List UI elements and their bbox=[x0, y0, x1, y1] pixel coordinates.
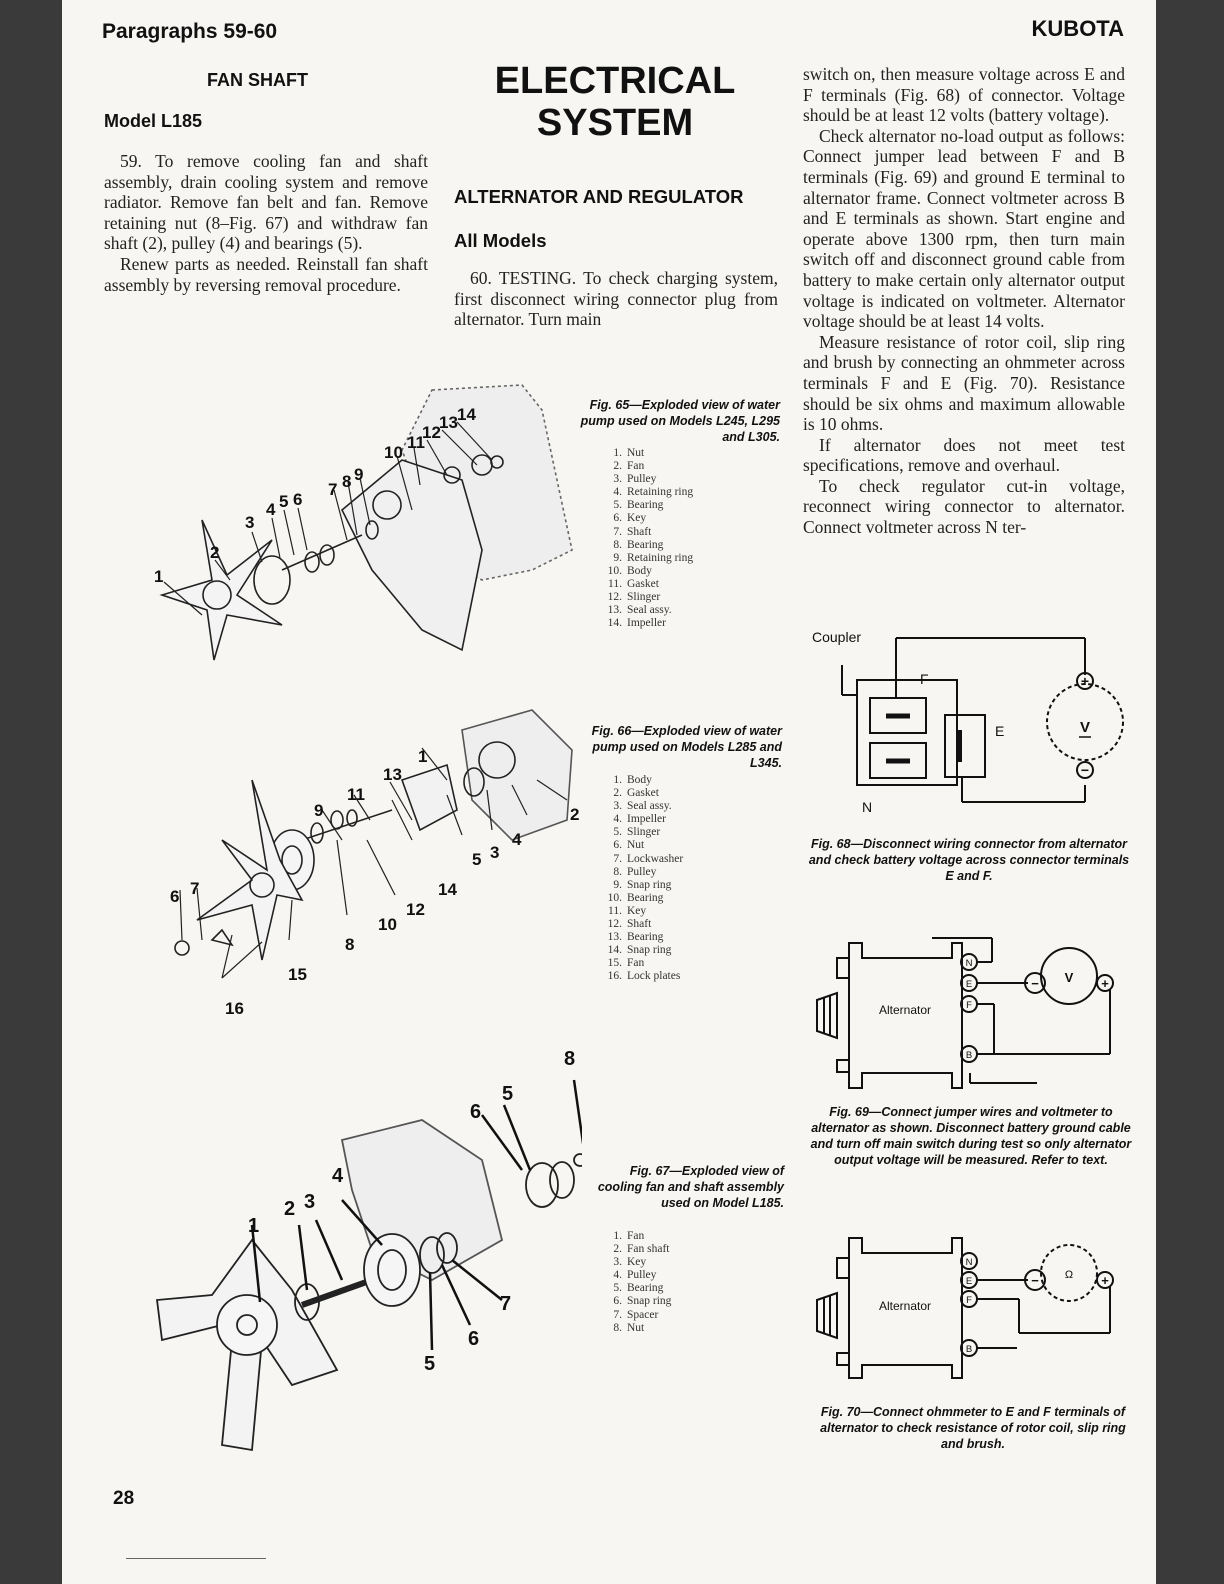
fig66-item: 16. Lock plates bbox=[607, 970, 681, 983]
fig67-item: 8. Nut bbox=[613, 1321, 645, 1334]
fig67-label-5-upper: 5 bbox=[502, 1083, 514, 1105]
fig70-minus: − bbox=[1031, 1273, 1039, 1288]
fig65-label-2: 2 bbox=[210, 543, 220, 562]
fig67-caption: Fig. 67—Exploded view of cooling fan and shaft assembly used on Model L185. bbox=[597, 1164, 784, 1210]
fig69-plus: + bbox=[1101, 976, 1109, 991]
fig65-item: 6. Key bbox=[613, 512, 647, 525]
manual-page bbox=[62, 0, 1156, 1584]
fig70-alternator-label: Alternator bbox=[878, 1299, 932, 1313]
fig66-label-10: 10 bbox=[378, 915, 397, 934]
fig66-item: 11. Key bbox=[608, 904, 647, 917]
fig70-n-terminal: N bbox=[965, 1257, 973, 1268]
fig67-label-6-lower: 6 bbox=[468, 1328, 480, 1350]
fig66-item: 3. Seal assy. bbox=[613, 800, 672, 813]
model-heading: Model L185 bbox=[104, 111, 203, 131]
fig66-item: 9. Snap ring bbox=[613, 878, 672, 891]
fig66-label-11: 11 bbox=[347, 785, 365, 804]
fig66-item: 12. Shaft bbox=[607, 918, 652, 931]
fig67-label-7: 7 bbox=[500, 1293, 512, 1315]
fig65-item: 2. Fan bbox=[613, 460, 645, 473]
fig69-e-terminal: E bbox=[965, 979, 973, 990]
fig69-minus: − bbox=[1031, 976, 1039, 991]
fig65-label-4: 4 bbox=[266, 500, 276, 519]
fig69-caption: Fig. 69—Connect jumper wires and voltmeter to alternator as shown. Disconnect battery ground cable and turn off main switch during test so only alternator output voltage will be measured. Refer to text. bbox=[810, 1105, 1132, 1167]
para-regulator: To check regulator cut-in voltage, reconnect wiring connector to alternator. Connect voltmeter across N ter- bbox=[803, 475, 1125, 538]
title-line-2: SYSTEM bbox=[536, 102, 694, 144]
paragraph-59-renew: Renew parts as needed. Reinstall fan shaft assembly by reversing removal procedure. bbox=[104, 253, 428, 295]
fig65-item: 10. Body bbox=[607, 564, 652, 577]
fig65-item: 4. Retaining ring bbox=[613, 486, 694, 499]
fig65-label-10: 10 bbox=[384, 443, 403, 462]
fig65-item: 5. Bearing bbox=[613, 499, 664, 512]
fig65-label-1: 1 bbox=[154, 567, 164, 586]
fig66-caption: Fig. 66—Exploded view of water pump used on Models L285 and L345. bbox=[591, 724, 782, 770]
fig65-label-12: 12 bbox=[422, 423, 441, 442]
fig65-item: 14. Impeller bbox=[607, 617, 666, 630]
fig68-e-label: E bbox=[995, 723, 1005, 739]
para-e-f: switch on, then measure voltage across E and F terminals (Fig. 68) of connector. Voltage should be at least 12 volts (battery voltage). bbox=[803, 64, 1125, 126]
fig68-plus: + bbox=[1080, 673, 1090, 689]
fig65-label-11: 11 bbox=[407, 433, 425, 452]
fig69-alternator-label: Alternator bbox=[878, 1003, 932, 1017]
fig67-label-4: 4 bbox=[332, 1165, 344, 1187]
testing-text bbox=[454, 268, 778, 330]
fig67-label-2: 2 bbox=[284, 1198, 296, 1220]
fig65-item: 7. Shaft bbox=[613, 525, 652, 538]
fig68-coupler-label: Coupler bbox=[812, 629, 862, 645]
fig66-label-8: 8 bbox=[345, 935, 355, 954]
page-number: 28 bbox=[113, 1488, 135, 1509]
paragraph-59: 59. To remove cooling fan and shaft assembly, drain cooling system and remove radiator. Remove fan belt and fan. Remove retaining nut (8–Fig. 67) and withdraw fan shaft (2), pulley (4) and bearings (5). bbox=[104, 151, 428, 254]
fig70-caption: Fig. 70—Connect ohmmeter to E and F terminals of alternator to check resistance of rotor coil, slip ring and brush. bbox=[820, 1405, 1126, 1451]
fig65-label-14: 14 bbox=[457, 405, 476, 424]
fig65-label-8: 8 bbox=[342, 472, 352, 491]
fig66-item: 1. Body bbox=[613, 774, 652, 786]
fig67-item: 4. Pulley bbox=[613, 1269, 657, 1282]
fig65-item: 8. Bearing bbox=[613, 538, 664, 551]
fig65-item: 3. Pulley bbox=[613, 473, 657, 486]
fig66-label-7: 7 bbox=[190, 879, 200, 898]
fig66-item: 5. Slinger bbox=[613, 826, 661, 839]
fig69-meter-label: V bbox=[1064, 970, 1074, 985]
fig67-label-5-lower: 5 bbox=[424, 1353, 436, 1375]
fig68-minus: − bbox=[1080, 762, 1090, 778]
fig66-label-14: 14 bbox=[438, 880, 457, 899]
fig68-caption: Fig. 68—Disconnect wiring connector from alternator and check battery voltage across connector terminals E and F. bbox=[808, 837, 1130, 883]
fig67-label-8: 8 bbox=[564, 1048, 576, 1070]
fig65-label-7: 7 bbox=[328, 480, 338, 499]
fig65-label-13: 13 bbox=[439, 413, 458, 432]
fig65-item: 1. Nut bbox=[613, 447, 645, 459]
fig67-label-6-upper: 6 bbox=[470, 1101, 482, 1123]
fig66-label-5: 5 bbox=[472, 850, 482, 869]
fig65-label-5: 5 bbox=[279, 492, 289, 511]
fig68-n-label: N bbox=[862, 799, 873, 815]
page-header-right: KUBOTA bbox=[1031, 16, 1124, 41]
fig69-f-terminal: F bbox=[966, 1000, 972, 1011]
fig69-b-terminal: B bbox=[965, 1050, 973, 1061]
fig65-item: 12. Slinger bbox=[607, 591, 661, 604]
fig67-item: 6. Snap ring bbox=[613, 1295, 672, 1308]
fig66-item: 14. Snap ring bbox=[607, 944, 672, 957]
fig68-diagram bbox=[802, 620, 1142, 830]
fig66-label-4: 4 bbox=[512, 830, 522, 849]
fig70-plus: + bbox=[1101, 1273, 1109, 1288]
fig67-legend bbox=[602, 1230, 671, 1335]
fig66-label-13: 13 bbox=[383, 765, 402, 784]
fig67-item: 5. Bearing bbox=[613, 1282, 664, 1295]
fig66-item: 8. Pulley bbox=[613, 865, 657, 878]
paragraph-60: 60. TESTING. To check charging system, first disconnect wiring connector plug from alternator. Turn main bbox=[454, 268, 778, 330]
fig70-diagram bbox=[802, 1228, 1142, 1398]
fig65-item: 11. Gasket bbox=[608, 577, 659, 590]
fig66-label-15: 15 bbox=[288, 965, 307, 984]
fig70-f-terminal: F bbox=[966, 1295, 972, 1306]
fig66-label-2: 2 bbox=[570, 805, 580, 824]
fig65-item: 9. Retaining ring bbox=[613, 551, 694, 564]
para-overhaul: If alternator does not meet test specifications, remove and overhaul. bbox=[803, 434, 1125, 476]
fig66-label-1: 1 bbox=[418, 747, 428, 766]
fig66-item: 7. Lockwasher bbox=[613, 852, 684, 865]
alternator-regulator-heading: ALTERNATOR AND REGULATOR bbox=[454, 186, 744, 207]
fig67-label-3: 3 bbox=[304, 1191, 316, 1213]
fan-shaft-text bbox=[104, 151, 428, 295]
electrical-system-title bbox=[452, 60, 778, 144]
fig67-item: 2. Fan shaft bbox=[613, 1243, 670, 1256]
fig69-n-terminal: N bbox=[965, 958, 973, 969]
fig66-label-12: 12 bbox=[406, 900, 425, 919]
all-models-heading: All Models bbox=[454, 230, 547, 251]
fig68-f-label: F bbox=[920, 671, 929, 687]
fig67-illustration bbox=[102, 1040, 582, 1460]
fig70-e-terminal: E bbox=[965, 1276, 973, 1287]
fig65-illustration bbox=[102, 370, 582, 670]
fig66-item: 6. Nut bbox=[613, 839, 645, 852]
fig69-diagram bbox=[802, 928, 1142, 1098]
para-no-load: Check alternator no-load output as follows: Connect jumper lead between F and B terminals (Fig. 69) and ground E terminal to alternator frame. Connect voltmeter across B and E terminals as shown. Start engine and operate above 1300 rpm, then turn main switch off and disconnect ground cable from battery to make certain only alternator output voltage is indicated on voltmeter. Alternator voltage should be at least 14 volts. bbox=[803, 125, 1125, 332]
fig66-item: 15. Fan bbox=[607, 957, 645, 970]
title-line-1: ELECTRICAL bbox=[494, 60, 736, 102]
fig66-item: 10. Bearing bbox=[607, 891, 664, 904]
fig66-item: 13. Bearing bbox=[607, 931, 664, 944]
fig66-item: 4. Impeller bbox=[613, 813, 666, 826]
fig70-b-terminal: B bbox=[965, 1344, 973, 1355]
fig67-item: 1. Fan bbox=[613, 1230, 645, 1242]
fig65-label-9: 9 bbox=[354, 465, 364, 484]
fig67-item: 7. Spacer bbox=[613, 1308, 659, 1321]
fig66-label-3: 3 bbox=[490, 843, 500, 862]
fig66-illustration bbox=[102, 690, 582, 1020]
fig65-legend bbox=[602, 447, 693, 630]
fig67-item: 3. Key bbox=[613, 1256, 647, 1269]
fig68-meter-label: V bbox=[1079, 719, 1091, 736]
fig70-meter-label: Ω bbox=[1064, 1269, 1074, 1281]
fig65-caption: Fig. 65—Exploded view of water pump used on Models L245, L295 and L305. bbox=[580, 398, 780, 444]
para-rotor: Measure resistance of rotor coil, slip ring and brush by connecting an ohmmeter across terminals F and E (Fig. 70). Resistance should be six ohms and maximum allowable is 10 ohms. bbox=[803, 331, 1125, 435]
fig65-label-6: 6 bbox=[293, 490, 303, 509]
testing-continued-text bbox=[803, 64, 1125, 538]
fig65-item: 13. Seal assy. bbox=[607, 604, 672, 617]
fig66-label-6: 6 bbox=[170, 887, 180, 906]
fan-shaft-heading: FAN SHAFT bbox=[207, 70, 308, 90]
fig66-label-16: 16 bbox=[225, 999, 244, 1018]
fig66-legend bbox=[602, 774, 683, 984]
footer-rule bbox=[126, 1558, 266, 1559]
page-header-left: Paragraphs 59-60 bbox=[102, 20, 278, 43]
fig67-label-1: 1 bbox=[248, 1215, 260, 1237]
fig66-label-9: 9 bbox=[314, 801, 324, 820]
fig65-label-3: 3 bbox=[245, 513, 255, 532]
fig66-item: 2. Gasket bbox=[613, 787, 659, 800]
